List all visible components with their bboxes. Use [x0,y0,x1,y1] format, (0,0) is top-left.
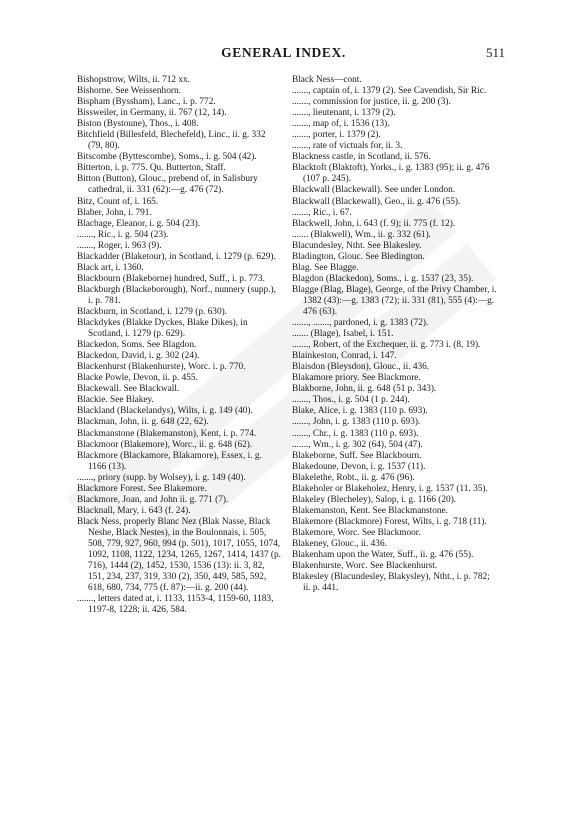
index-entry: Blakeney, Glouc., ii. 436. [292,538,387,549]
index-entry: Bitscombe (Byttescombe), Soms., i. g. 504 (42). [77,152,257,163]
page-header [0,45,567,65]
index-entry: Blakemore, Worc. See Blackmoor. [292,527,421,538]
index-entry: Blacke Powle, Devon, ii. p. 455. [77,373,198,384]
index-entry: Bissweiler, in Germany, ii. 767 (12, 14). [77,108,227,119]
index-entry: Blackadder (Blaketour), in Scotland, i. 1279 (p. 629). [77,251,276,262]
index-entry: Blaber, John, i. 791. [77,207,152,218]
index-entry: Blakesley (Blacundesley, Blakysley), Ntht., i. p. 782; ii. p. 441. [292,572,490,594]
index-entry: Bishopstrow, Wilts, ii. 712 xx. [77,75,191,85]
index-column-right [292,75,497,594]
index-entry: Biston (Bystoune), Thos., i. 408. [77,119,199,130]
index-entry: Black Ness—cont. [292,75,362,85]
index-entry: ......., Ric., i. 67. [292,207,352,218]
index-entry: Blaisdon (Bleysdon), Glouc., ii. 436. [292,362,430,373]
index-entry: ......., Roger, i. 963 (9). [77,240,162,251]
index-entry: Bishorne. See Weissenhorn. [77,86,181,97]
index-entry: Blackedon, David, i. g. 302 (24). [77,351,200,362]
index-entry: Blackwell, John, i. 643 (f. 9); ii. 775 (f. 12). [292,218,456,229]
index-entry: Blake, Alice, i. g. 1383 (110 p. 693). [292,406,428,417]
index-entry: Blackburgh (Blackeborough), Norf., nunnery (supp.), i. p. 781. [77,284,276,306]
index-entry: Blackman, John, ii. g. 648 (22, 62). [77,417,209,428]
index-entry: ......., rate of victuals for, ii. 3. [292,141,403,152]
index-entry: Bitz, Count of, i. 165. [77,196,159,207]
index-entry: ......., map of, i. 1536 (13). [292,119,390,130]
index-entry: ......., captain of, i. 1379 (2). See Cavendish, Sir Ric. [292,86,487,97]
index-entry: Blakemore (Blackmore) Forest, Wilts, i. g. 718 (11). [292,516,487,527]
index-entry: Blackie. See Blakey. [77,395,154,406]
index-entry: Blacktoft (Blaktoft), Yorks., i. g. 1383 (95); ii. g. 476 (107 p. 245). [292,163,490,185]
index-entry: Blakelethe, Robt., ii. g. 476 (96). [292,472,415,483]
index-entry: Blackewall. See Blackwall. [77,384,180,395]
index-entry: Blakemanston, Kent. See Blackmanstone. [292,505,448,516]
index-entry: Black art, i. 1360. [77,262,144,273]
index-entry: ......., Ric., i. g. 504 (23). [77,229,169,240]
page-number: 511 [485,45,505,60]
index-entry: ......., Thos., i. g. 504 (1 p. 244). [292,395,410,406]
index-entry: Bitterton, i. p. 775. Qu. Butterton, Staff. [77,163,226,174]
index-entry: Blakeley (Blecheley), Salop, i. g. 1166 (20). [292,494,457,505]
index-entry: ......., Wm., i. g. 302 (64), 504 (47). [292,439,423,450]
index-entry: Blackmanstone (Blakemanston), Kent, i. p. 774. [77,428,257,439]
index-entry: Blakeholer or Blakeholez, Henry, i. g. 1537 (11. 35). [292,483,488,494]
index-entry: ......., porter, i. 1379 (2). [292,130,381,141]
index-entry: Blakeborne, Suff. See Blackbourn. [292,450,422,461]
index-entry: ......., priory (supp. by Wolsey), i. g. 149 (40). [77,472,246,483]
index-column-left [77,75,282,616]
index-entry: ......., commission for justice, ii. g. 200 (3). [292,97,451,108]
index-entry: ......., ......., pardoned, i. g. 1383 (72). [292,318,429,329]
index-entry: Bitton (Button), Glouc., prebend of, in Salisbury cathedral, ii. 331 (62):—g. 476 (72). [77,174,258,196]
index-entry: Blacbage, Eleanor, i. g. 504 (23). [77,218,201,229]
index-entry: ....... (Blage), Isabel, i. 151. [292,329,394,340]
index-entry: ......., Chr., i. g. 1383 (110 p. 693). [292,428,419,439]
index-entry: Blagdon (Blackedon), Soms., i. g. 1537 (23, 35). [292,273,474,284]
index-entry: Bitchfield (Billesfeld, Blechefeld), Linc., ii. g. 332 (79, 80). [77,130,266,152]
index-entry: Black Ness, properly Blanc Nez (Blak Nasse, Black Neshe, Black Nestes), in the Boulonnais, i. 505, 508, 779, 927, 960, 994 (p. 501), 1017, 1055, 1074, 1092, 1108, 1122, 1234, 1265, 1267, 1414, 1437 (p. 716), 1444 (2), 1452, 1530, 1536 (13): ii. 3, 82, 151, 234, 237, 319, 330 (2), 350, 449, 585, 592, 618, 680, 734, 775 (f. 87):—ii. g. 200 (44). [77,516,281,594]
index-entry: Blackmore Forest. See Blakemore. [77,483,207,494]
index-entry: Blackdykes (Blakke Dyckes, Blake Dikes), in Scotland, i. 1279 (p. 629). [77,318,248,340]
index-entry: ......., Robert, of the Exchequer, ii. g. 773 i. (8, 19). [292,340,481,351]
index-entry: Blagge (Blag, Blage), George, of the Privy Chamber, i. 1382 (43):—g. 1383 (72); ii. 331 (81), 555 (4):—g. 476 (63). [292,284,497,317]
index-entry: Blackness castle, in Scotland, ii. 576. [292,152,431,163]
index-entry: Blackenhurst (Blakenhurste), Worc. i. p. 770. [77,362,246,373]
index-entry: Blackedon, Soms. See Blagdon. [77,340,197,351]
index-entry: Bispham (Byssham), Lanc., i. p. 772. [77,97,216,108]
index-entry: Blackmoor (Blakemore), Worc., ii. g. 648 (62). [77,439,253,450]
index-entry: ......., John, i. g. 1383 (110 p. 693). [292,417,421,428]
index-entry: Bladington, Glouc. See Bledington. [292,251,425,262]
index-entry: Blackmore (Blackamore, Blakamore), Essex, i. g. 1166 (13). [77,450,262,472]
index-entry: Blakedoune, Devon, i. g. 1537 (11). [292,461,426,472]
index-entry: Blag. See Blagge. [292,262,359,273]
index-entry: Blackwall (Blackewall). See under London. [292,185,456,196]
index-entry: Blacknall, Mary, i. 643 (f. 24). [77,505,191,516]
index-entry: ......., letters dated at, i. 1133, 1153-4, 1159-60, 1183, 1197-8, 1228; ii. 426, 584. [77,594,274,616]
page-title: GENERAL INDEX. [221,45,346,60]
index-entry: ......., lieutenant, i. 1379 (2). [292,108,396,119]
index-entry: Blakamore priory. See Blackmore. [292,373,421,384]
index-entry: Blacundesley, Ntht. See Blakesley. [292,240,422,251]
index-entry: Blakborne, John, ii. g. 648 (51 p. 343). [292,384,437,395]
index-entry: Blackburn, in Scotland, i. 1279 (p. 630). [77,306,228,317]
index-entry: Blackwall (Blackewall), Geo., ii. g. 476 (55). [292,196,461,207]
index-entry: Blackbourn (Blakeborne) hundred, Suff., i. p. 773. [77,273,265,284]
index-entry: Blainkeston, Conrad, i. 147. [292,351,397,362]
index-entry: Blackmore, Joan, and John ii. g. 771 (7). [77,494,229,505]
index-entry: Blakenham upon the Water, Suff., ii. g. 476 (55). [292,550,474,561]
index-entry: ....... (Blakwell), Wm., ii. g. 332 (61). [292,229,432,240]
index-entry: Blackland (Blackelandys), Wilts, i. g. 149 (40). [77,406,253,417]
index-entry: Blakenhurste, Worc. See Blackenhurst. [292,561,438,572]
